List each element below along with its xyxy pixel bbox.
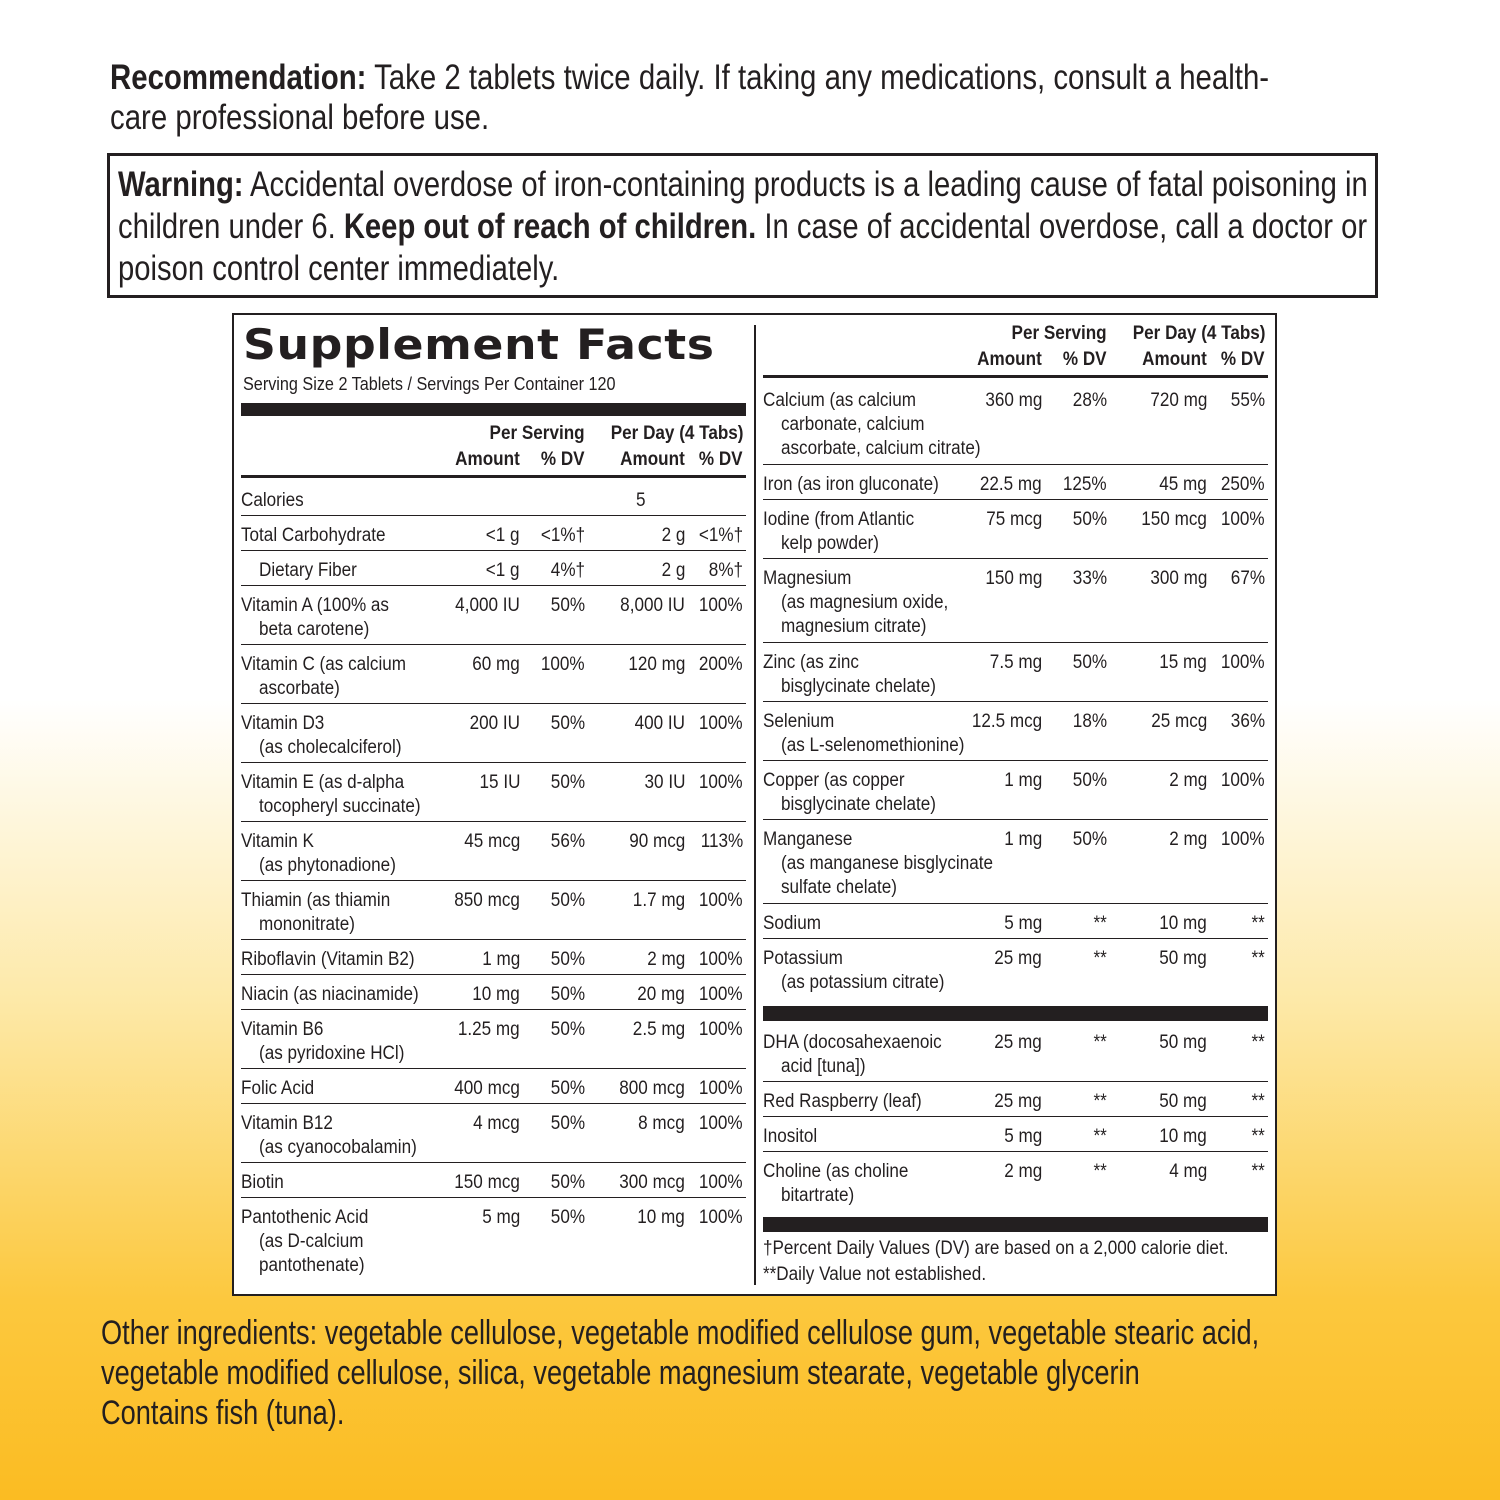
- left-nutrient-table: [241, 423, 746, 1293]
- nutrient-name: [763, 769, 936, 817]
- per-day-dv: 100%: [699, 949, 743, 970]
- right-header-rule: [763, 375, 1268, 378]
- right-header-pd-amount: Amount: [1142, 349, 1207, 370]
- per-serving-dv: 56%: [550, 831, 585, 852]
- right-nutrient-table: [763, 323, 1268, 1293]
- other-ingredients-line2: vegetable modified cellulose, silica, vegetable magnesium stearate, vegetable glycerin: [101, 1354, 1140, 1392]
- per-day-dv: 100%: [699, 1207, 743, 1228]
- per-day-dv: 100%: [699, 1113, 743, 1134]
- nutrient-name: [763, 1160, 908, 1208]
- per-serving-amount: 12.5 mcg: [971, 711, 1042, 732]
- nutrient-row: [763, 500, 1268, 559]
- right-header-per-serving: Per Serving: [1011, 323, 1107, 344]
- nutrient-name-line: beta carotene): [259, 619, 370, 640]
- nutrient-name-line: Riboflavin (Vitamin B2): [241, 949, 415, 970]
- per-day-amount: 10 mg: [1159, 913, 1207, 934]
- warning-label: Warning:: [118, 165, 244, 204]
- warning-keep-out: Keep out of reach of children.: [343, 207, 757, 246]
- per-serving-amount: 15 IU: [479, 772, 520, 793]
- nutrient-name: [763, 947, 944, 995]
- thick-divider-mid-right: [763, 1006, 1268, 1021]
- per-serving-amount: 4,000 IU: [455, 595, 520, 616]
- per-serving-dv: 50%: [550, 713, 585, 734]
- per-serving-amount: 5 mg: [481, 1207, 520, 1228]
- nutrient-name-line: Calcium (as calcium: [763, 390, 916, 411]
- nutrient-name-line: tocopheryl succinate): [259, 796, 421, 817]
- nutrient-name-line: Vitamin D3: [241, 713, 325, 734]
- per-day-amount: 800 mcg: [619, 1078, 685, 1099]
- contains-fish-line: Contains fish (tuna).: [101, 1394, 345, 1432]
- per-day-amount: 8,000 IU: [620, 595, 685, 616]
- per-day-dv: 100%: [1221, 509, 1265, 530]
- nutrient-name-line: Magnesium: [763, 568, 852, 589]
- nutrient-name: [763, 389, 981, 461]
- nutrient-row: [241, 940, 746, 975]
- nutrient-name-line: Pantothenic Acid: [241, 1207, 369, 1228]
- per-serving-dv: **: [1093, 913, 1107, 934]
- footnote-dv-basis: †Percent Daily Values (DV) are based on a 2,000 calorie diet.: [763, 1238, 1229, 1259]
- nutrient-name: [241, 489, 304, 513]
- per-day-amount: 2 mg: [1168, 829, 1207, 850]
- per-day-dv: <1%†: [698, 525, 743, 546]
- nutrient-name-line: Sodium: [763, 913, 821, 934]
- nutrient-name: [763, 473, 939, 497]
- per-day-dv: 100%: [699, 1078, 743, 1099]
- left-header-pd-amount: Amount: [620, 449, 685, 470]
- left-header-pd-dv: % DV: [699, 449, 743, 470]
- footnote-dv-not-established: **Daily Value not established.: [763, 1264, 987, 1285]
- nutrient-name-line: magnesium citrate): [781, 616, 927, 637]
- nutrient-name-line: ascorbate): [259, 678, 340, 699]
- per-serving-amount: 10 mg: [472, 984, 520, 1005]
- per-day-amount: 300 mg: [1149, 568, 1207, 589]
- nutrient-name-line: Niacin (as niacinamide): [241, 984, 419, 1005]
- nutrient-name: [241, 1171, 284, 1195]
- nutrient-name: [241, 594, 389, 642]
- recommendation-line1: Take 2 tablets twice daily. If taking any medications, consult a health-: [366, 58, 1270, 97]
- per-serving-dv: 50%: [550, 772, 585, 793]
- per-serving-amount: 200 IU: [469, 713, 520, 734]
- nutrient-name: [241, 983, 419, 1007]
- per-serving-amount: 22.5 mg: [980, 474, 1042, 495]
- per-serving-amount: 150 mcg: [454, 1172, 520, 1193]
- per-serving-amount: 7.5 mg: [989, 652, 1042, 673]
- nutrient-name-line: (as D-calcium: [259, 1231, 364, 1252]
- nutrient-name-line: Folic Acid: [241, 1078, 315, 1099]
- per-serving-amount: 75 mcg: [985, 509, 1042, 530]
- nutrient-row: [763, 1117, 1268, 1152]
- per-day-amount: 20 mg: [637, 984, 685, 1005]
- nutrient-row: [763, 465, 1268, 500]
- per-day-amount: 10 mg: [637, 1207, 685, 1228]
- nutrient-name-line: Biotin: [241, 1172, 284, 1193]
- nutrient-name-line: Selenium: [763, 711, 835, 732]
- per-day-dv: 100%: [699, 1172, 743, 1193]
- nutrient-name: [763, 508, 914, 556]
- per-day-amount: 2 mg: [1168, 770, 1207, 791]
- per-serving-dv: 50%: [1072, 770, 1107, 791]
- nutrient-name-line: kelp powder): [781, 533, 879, 554]
- nutrient-name-line: bisglycinate chelate): [781, 676, 936, 697]
- left-header-rule: [241, 475, 746, 478]
- per-day-dv: 100%: [699, 890, 743, 911]
- per-day-dv: 100%: [699, 1019, 743, 1040]
- nutrient-name: [763, 912, 821, 936]
- nutrient-row: [241, 516, 746, 551]
- nutrient-name: [241, 712, 402, 760]
- nutrient-name-line: pantothenate): [259, 1255, 365, 1276]
- nutrient-name-line: (as potassium citrate): [781, 972, 945, 993]
- per-day-dv: 100%: [699, 595, 743, 616]
- serving-size-line: Serving Size 2 Tablets / Servings Per Container 120: [243, 374, 616, 394]
- nutrient-name-line: Vitamin B12: [241, 1113, 333, 1134]
- nutrient-name-line: Vitamin K: [241, 831, 314, 852]
- per-serving-dv: 50%: [550, 1019, 585, 1040]
- nutrient-name-line: DHA (docosahexaenoic: [763, 1032, 942, 1053]
- per-day-amount: 90 mcg: [628, 831, 685, 852]
- per-day-amount: 2.5 mg: [632, 1019, 685, 1040]
- per-serving-dv: 50%: [550, 1172, 585, 1193]
- per-serving-amount: 45 mcg: [463, 831, 520, 852]
- recommendation-label: Recommendation:: [110, 58, 367, 97]
- per-day-dv: 100%: [699, 984, 743, 1005]
- thick-divider-top-left: [241, 403, 746, 416]
- right-header-ps-dv: % DV: [1063, 349, 1107, 370]
- left-header-ps-amount: Amount: [455, 449, 520, 470]
- nutrient-name-line: Iodine (from Atlantic: [763, 509, 915, 530]
- nutrient-name-line: Copper (as copper: [763, 770, 905, 791]
- per-day-amount: 2 g: [661, 525, 685, 546]
- per-day-amount: 50 mg: [1159, 948, 1207, 969]
- per-day-amount: 150 mcg: [1141, 509, 1207, 530]
- per-serving-dv: 50%: [550, 949, 585, 970]
- per-serving-amount: 1 mg: [1003, 829, 1042, 850]
- per-serving-dv: **: [1093, 1126, 1107, 1147]
- nutrient-name: [763, 1125, 817, 1149]
- nutrient-row: [241, 822, 746, 881]
- per-serving-dv: 50%: [550, 595, 585, 616]
- per-serving-dv: 4%†: [550, 560, 585, 581]
- per-day-amount: 4 mg: [1168, 1161, 1207, 1182]
- nutrient-name-line: (as manganese bisglycinate: [781, 853, 993, 874]
- nutrient-row: [241, 881, 746, 940]
- nutrient-name-line: Vitamin A (100% as: [241, 595, 389, 616]
- nutrient-row: [241, 763, 746, 822]
- nutrient-name: [763, 1090, 922, 1114]
- per-day-dv: **: [1251, 1126, 1265, 1147]
- nutrient-name-line: ascorbate, calcium citrate): [781, 438, 981, 459]
- per-serving-dv: 50%: [1072, 509, 1107, 530]
- supplement-facts-panel: [232, 313, 1277, 1296]
- per-serving-amount: 25 mg: [994, 1032, 1042, 1053]
- left-header-per-day: Per Day (4 Tabs): [610, 423, 743, 444]
- per-day-amount: 30 IU: [644, 772, 685, 793]
- per-serving-amount: 25 mg: [994, 1091, 1042, 1112]
- nutrient-row: [241, 1163, 746, 1198]
- nutrient-row: [241, 481, 746, 516]
- per-serving-dv: 33%: [1072, 568, 1107, 589]
- nutrient-row: [241, 1069, 746, 1104]
- per-day-amount: 5: [636, 490, 646, 511]
- nutrient-name-line: (as magnesium oxide,: [781, 592, 949, 613]
- nutrient-name-line: (as L-selenomethionine): [781, 735, 965, 756]
- nutrient-name: [241, 1077, 314, 1101]
- per-day-amount: 50 mg: [1159, 1032, 1207, 1053]
- right-header-per-day: Per Day (4 Tabs): [1132, 323, 1265, 344]
- nutrient-row: [763, 702, 1268, 761]
- nutrient-name: [763, 828, 993, 900]
- nutrient-name-line: acid [tuna]): [781, 1056, 866, 1077]
- left-header-ps-dv: % DV: [541, 449, 585, 470]
- per-serving-amount: 360 mg: [984, 390, 1042, 411]
- nutrient-row: [763, 381, 1268, 465]
- per-day-amount: 45 mg: [1159, 474, 1207, 495]
- per-day-amount: 8 mcg: [638, 1113, 685, 1134]
- nutrient-row: [241, 586, 746, 645]
- per-day-dv: 67%: [1230, 568, 1265, 589]
- nutrient-name-line: (as cyanocobalamin): [259, 1137, 417, 1158]
- per-serving-amount: <1 g: [486, 525, 520, 546]
- per-day-dv: 8%†: [708, 560, 743, 581]
- nutrient-name: [241, 1206, 368, 1278]
- warning-text: [118, 164, 1379, 290]
- nutrient-name-line: Iron (as iron gluconate): [763, 474, 939, 495]
- per-day-dv: **: [1251, 1032, 1265, 1053]
- per-serving-dv: **: [1093, 1161, 1107, 1182]
- per-serving-dv: <1%†: [540, 525, 585, 546]
- per-serving-dv: 100%: [541, 654, 585, 675]
- nutrient-name: [763, 710, 964, 758]
- per-serving-dv: 50%: [1072, 829, 1107, 850]
- per-serving-amount: 5 mg: [1003, 913, 1042, 934]
- per-serving-dv: 125%: [1063, 474, 1107, 495]
- other-ingredients: [101, 1313, 1461, 1433]
- other-ingredients-line1: Other ingredients: vegetable cellulose, vegetable modified cellulose gum, vegetable stearic acid,: [101, 1314, 1260, 1352]
- nutrient-row: [763, 1152, 1268, 1211]
- per-day-amount: 300 mcg: [619, 1172, 685, 1193]
- left-header-per-serving: Per Serving: [489, 423, 585, 444]
- nutrient-row: [763, 761, 1268, 820]
- nutrient-name-line: bitartrate): [781, 1185, 855, 1206]
- nutrient-name: [241, 830, 396, 878]
- per-serving-amount: 5 mg: [1003, 1126, 1042, 1147]
- nutrient-name-line: sulfate chelate): [781, 877, 897, 898]
- nutrient-name: [241, 771, 421, 819]
- per-serving-dv: 50%: [550, 890, 585, 911]
- warning-text-part1: Accidental overdose of iron-containing products is a leading cause of fatal poisoning in children under 6.: [118, 165, 1368, 246]
- per-day-amount: 2 g: [661, 560, 685, 581]
- nutrient-row: [241, 1010, 746, 1069]
- nutrient-row: [241, 704, 746, 763]
- nutrient-row: [241, 1104, 746, 1163]
- nutrient-name: [241, 1018, 404, 1066]
- nutrient-row: [241, 1198, 746, 1282]
- nutrient-name-line: Calories: [241, 490, 304, 511]
- per-serving-dv: 50%: [550, 984, 585, 1005]
- nutrient-row: [763, 820, 1268, 904]
- nutrient-row: [241, 975, 746, 1010]
- nutrient-name: [241, 559, 357, 583]
- per-day-amount: 10 mg: [1159, 1126, 1207, 1147]
- per-day-dv: 100%: [699, 772, 743, 793]
- nutrient-name-line: Manganese: [763, 829, 853, 850]
- per-serving-dv: 50%: [1072, 652, 1107, 673]
- nutrient-row: [763, 904, 1268, 939]
- right-header-pd-dv: % DV: [1221, 349, 1265, 370]
- thick-divider-bottom-right: [763, 1217, 1268, 1232]
- nutrient-name: [241, 524, 385, 548]
- per-day-amount: 1.7 mg: [632, 890, 685, 911]
- per-serving-amount: <1 g: [486, 560, 520, 581]
- per-serving-dv: **: [1093, 1091, 1107, 1112]
- recommendation-text: [110, 58, 1286, 138]
- per-serving-dv: 50%: [550, 1207, 585, 1228]
- per-day-dv: 200%: [699, 654, 743, 675]
- per-serving-dv: **: [1093, 948, 1107, 969]
- per-serving-dv: **: [1093, 1032, 1107, 1053]
- per-day-dv: **: [1251, 1091, 1265, 1112]
- nutrient-name: [241, 653, 406, 701]
- per-day-dv: 100%: [699, 713, 743, 734]
- per-day-amount: 120 mg: [627, 654, 685, 675]
- nutrient-name: [763, 1031, 942, 1079]
- nutrient-row: [241, 551, 746, 586]
- per-serving-amount: 25 mg: [994, 948, 1042, 969]
- nutrient-name-line: Zinc (as zinc: [763, 652, 859, 673]
- per-serving-amount: 1 mg: [1003, 770, 1042, 791]
- per-day-amount: 25 mcg: [1150, 711, 1207, 732]
- per-day-dv: 100%: [1221, 652, 1265, 673]
- per-serving-dv: 50%: [550, 1113, 585, 1134]
- nutrient-name-line: (as pyridoxine HCl): [259, 1043, 405, 1064]
- nutrient-name-line: (as phytonadione): [259, 855, 396, 876]
- nutrient-name-line: Inositol: [763, 1126, 818, 1147]
- nutrient-name-line: Vitamin C (as calcium: [241, 654, 407, 675]
- nutrient-name-line: carbonate, calcium: [781, 414, 925, 435]
- per-day-dv: **: [1251, 1161, 1265, 1182]
- warning-box: [107, 153, 1378, 298]
- per-day-dv: 55%: [1230, 390, 1265, 411]
- nutrient-name-line: mononitrate): [259, 914, 356, 935]
- per-serving-dv: 18%: [1072, 711, 1107, 732]
- nutrient-name: [763, 567, 948, 639]
- per-day-dv: 36%: [1230, 711, 1265, 732]
- per-day-dv: **: [1251, 948, 1265, 969]
- nutrient-name-line: Vitamin B6: [241, 1019, 324, 1040]
- nutrient-name-line: Dietary Fiber: [259, 560, 357, 581]
- nutrient-name-line: Potassium: [763, 948, 843, 969]
- per-day-amount: 2 mg: [646, 949, 685, 970]
- nutrient-row: [763, 939, 1268, 998]
- recommendation-line2: care professional before use.: [110, 98, 490, 137]
- nutrient-name-line: Thiamin (as thiamin: [241, 890, 391, 911]
- per-serving-amount: 850 mcg: [454, 890, 520, 911]
- per-serving-amount: 150 mg: [984, 568, 1042, 589]
- nutrient-row: [241, 645, 746, 704]
- nutrient-row: [763, 1082, 1268, 1117]
- per-day-amount: 720 mg: [1149, 390, 1207, 411]
- per-day-dv: 100%: [1221, 770, 1265, 791]
- nutrient-name-line: Red Raspberry (leaf): [763, 1091, 922, 1112]
- nutrient-name-line: Total Carbohydrate: [241, 525, 386, 546]
- per-serving-amount: 4 mcg: [473, 1113, 520, 1134]
- per-serving-amount: 400 mcg: [454, 1078, 520, 1099]
- nutrient-name-line: (as cholecalciferol): [259, 737, 402, 758]
- per-day-dv: 100%: [1221, 829, 1265, 850]
- warning-text-part2: In case of accidental overdose, call a doctor or poison control center immediately.: [118, 207, 1368, 288]
- per-day-dv: **: [1251, 913, 1265, 934]
- nutrient-name: [241, 948, 415, 972]
- right-header-ps-amount: Amount: [977, 349, 1042, 370]
- per-day-dv: 250%: [1221, 474, 1265, 495]
- per-serving-amount: 2 mg: [1003, 1161, 1042, 1182]
- supplement-facts-title: Supplement Facts: [243, 320, 715, 369]
- per-day-amount: 50 mg: [1159, 1091, 1207, 1112]
- per-serving-amount: 60 mg: [472, 654, 520, 675]
- per-day-amount: 15 mg: [1159, 652, 1207, 673]
- nutrient-row: [763, 1023, 1268, 1082]
- per-serving-amount: 1.25 mg: [458, 1019, 520, 1040]
- nutrient-name-line: Choline (as choline: [763, 1161, 909, 1182]
- nutrient-row: [763, 559, 1268, 643]
- per-day-amount: 400 IU: [634, 713, 685, 734]
- nutrient-row: [763, 643, 1268, 702]
- nutrient-name: [763, 651, 936, 699]
- per-serving-dv: 28%: [1072, 390, 1107, 411]
- nutrient-name: [241, 1112, 417, 1160]
- nutrient-name: [241, 889, 390, 937]
- nutrient-name-line: bisglycinate chelate): [781, 794, 936, 815]
- nutrient-name-line: Vitamin E (as d-alpha: [241, 772, 405, 793]
- column-divider: [754, 325, 756, 1285]
- per-serving-dv: 50%: [550, 1078, 585, 1099]
- per-serving-amount: 1 mg: [481, 949, 520, 970]
- per-day-dv: 113%: [700, 831, 743, 852]
